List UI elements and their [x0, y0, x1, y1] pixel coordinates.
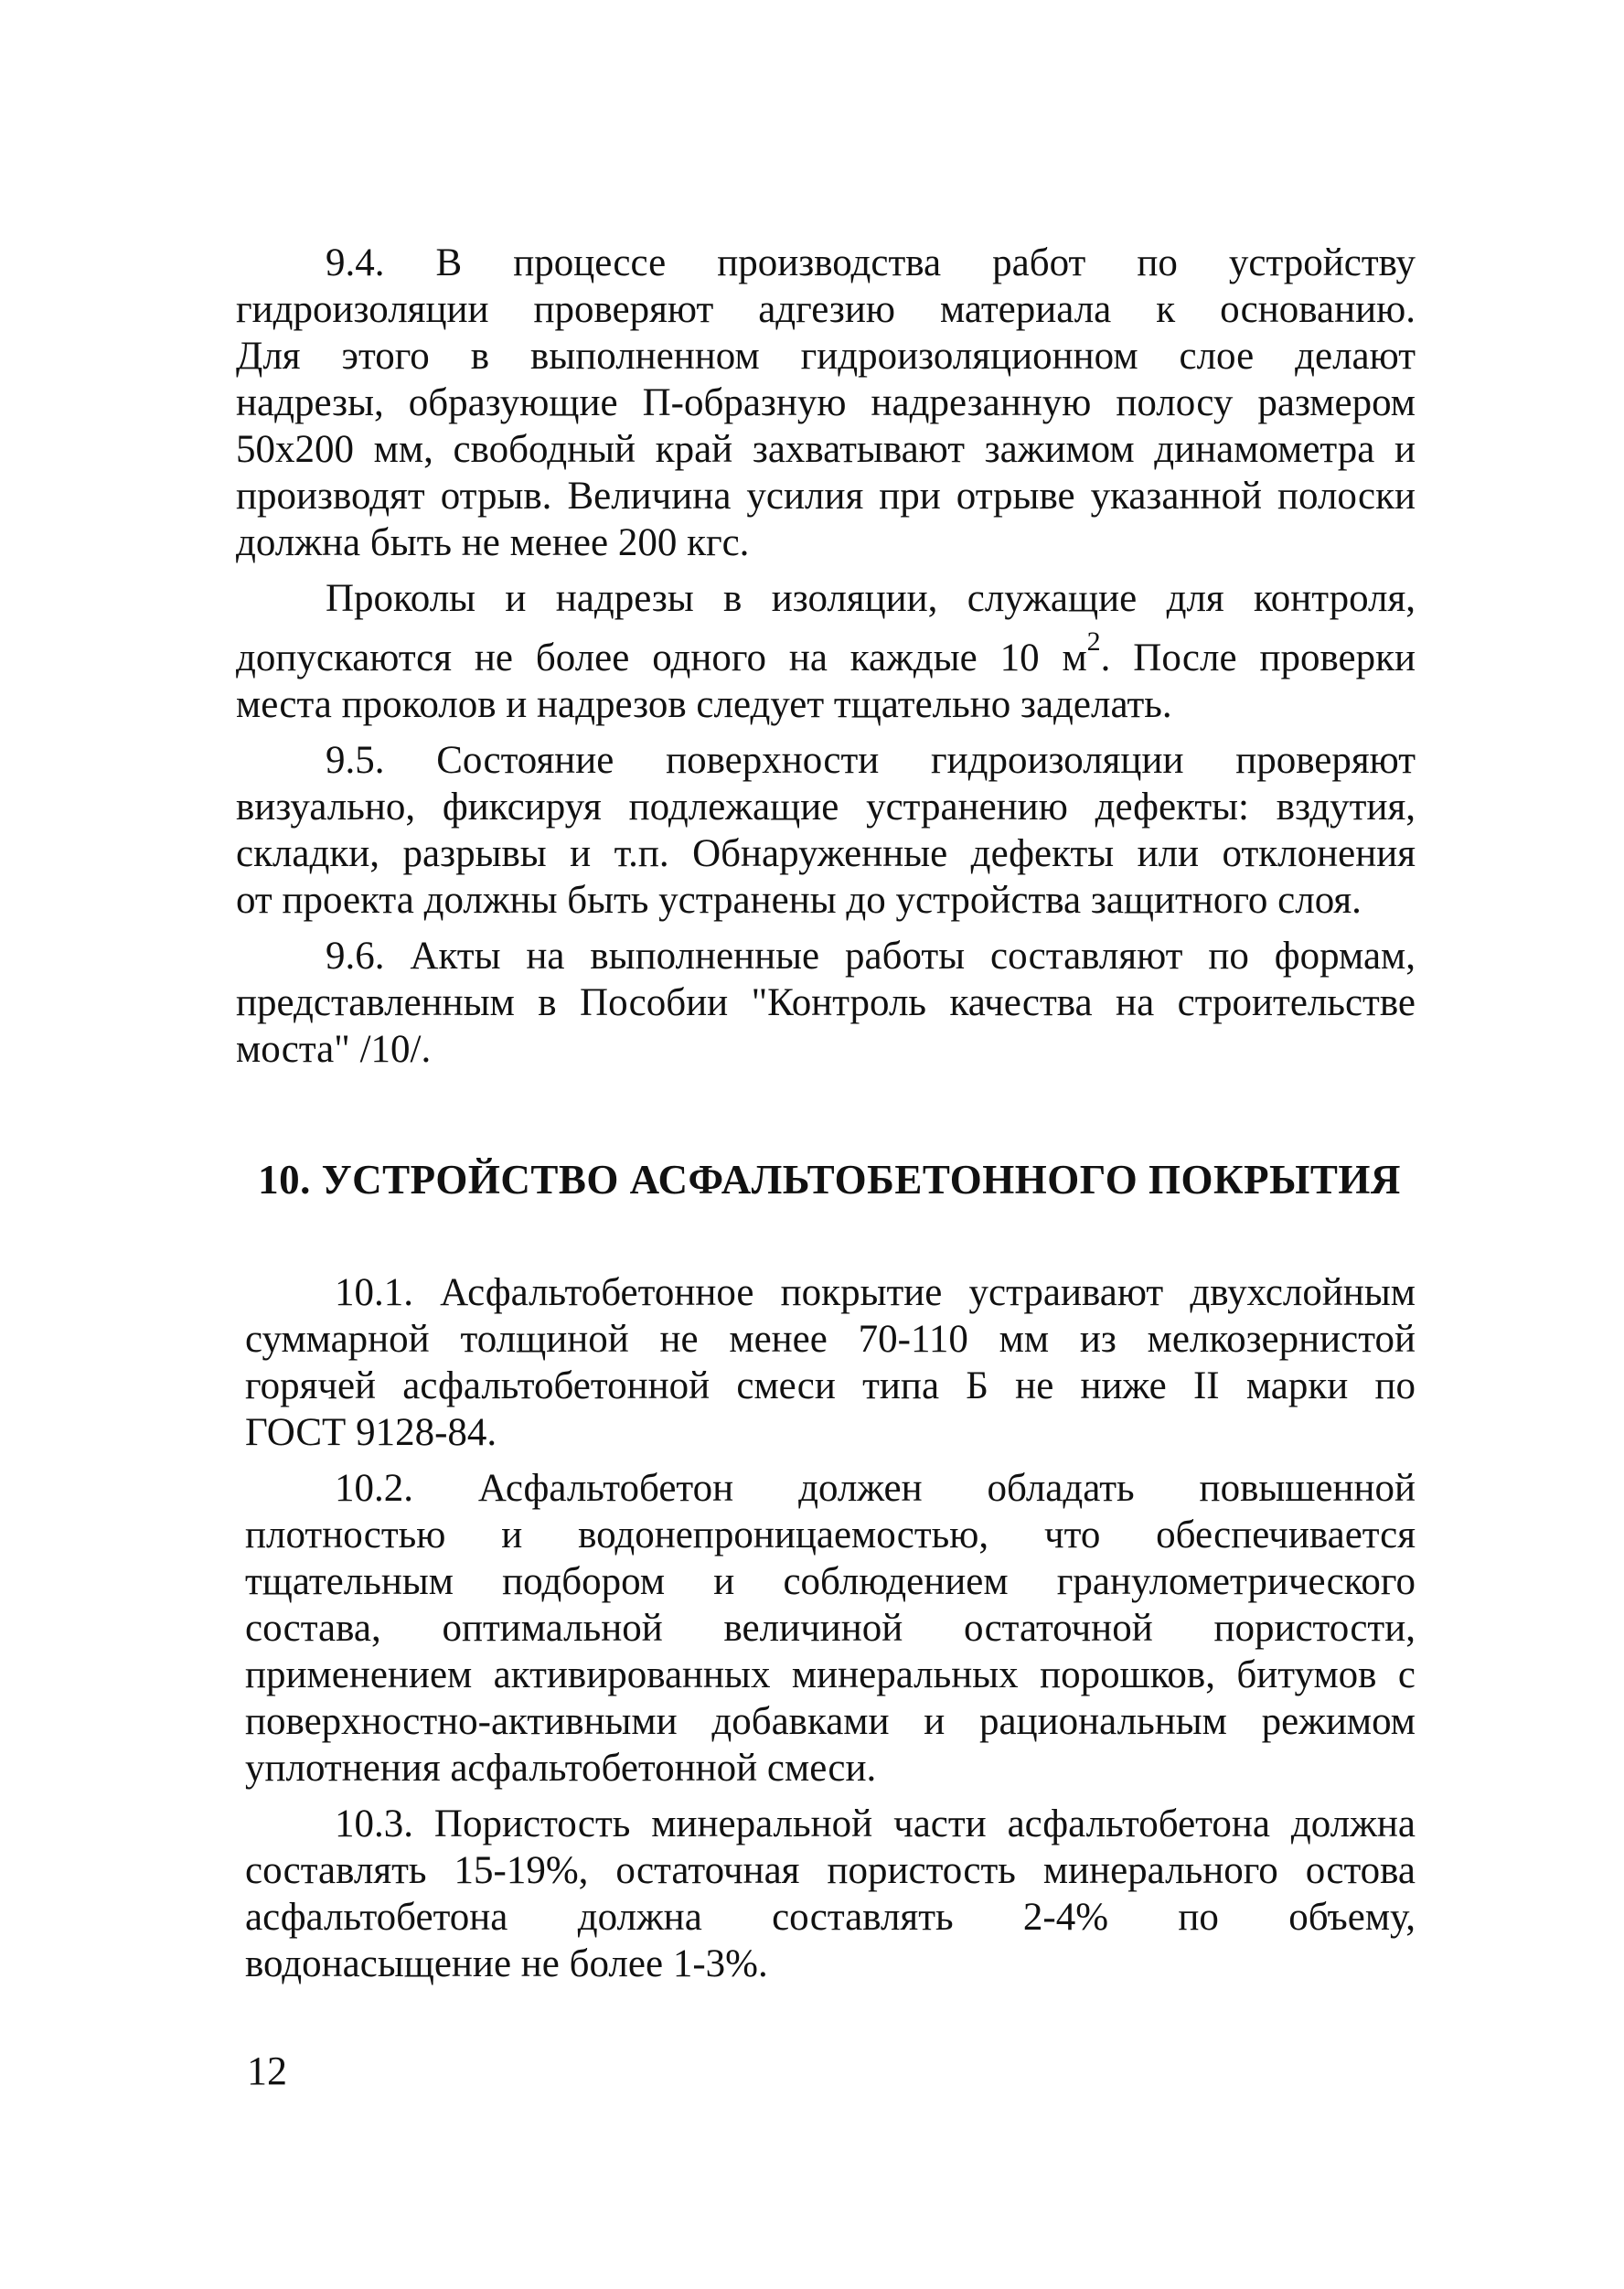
text-line: состава, оптимальной величиной остаточной пористости, [245, 1607, 1416, 1650]
paragraph-9-6 [236, 933, 1416, 1073]
text-line: 10.1. Асфальтобетонное покрытие устраивают двухслойным [335, 1271, 1416, 1314]
page-number: 12 [247, 2048, 287, 2093]
text-line: надрезы, образующие П-образную надрезанную полосу размером [236, 381, 1416, 424]
paragraph-10-2 [245, 1465, 1416, 1792]
text-line: асфальтобетона должна составлять 2-4% по объему, [245, 1896, 1416, 1939]
text-line: поверхностно-активными добавками и рациональным режимом [245, 1700, 1416, 1743]
text-line: складки, разрывы и т.п. Обнаруженные дефекты или отклонения [236, 832, 1416, 875]
text-line: визуально, фиксируя подлежащие устранению дефекты: вздутия, [236, 786, 1416, 829]
text-line: 10.2. Асфальтобетон должен обладать повышенной [335, 1467, 1416, 1510]
text-line-with-superscript [146, 626, 1416, 681]
text-line: водонасыщение не более 1-3%. [245, 1942, 768, 1985]
text-line: должна быть не менее 200 кгс. [236, 521, 750, 564]
text-line: 9.4. В процессе производства работ по устройству [326, 241, 1416, 284]
text-line: от проекта должны быть устранены до устройства защитного слоя. [236, 879, 1362, 922]
text-line: горячей асфальтобетонной смеси типа Б не ниже II марки по [245, 1364, 1416, 1407]
text-line: ГОСТ 9128-84. [245, 1411, 497, 1454]
text-line: тщательным подбором и соблюдением гранулометрического [245, 1560, 1416, 1603]
paragraph-9-5 [236, 737, 1416, 924]
text-line: уплотнения асфальтобетонной смеси. [245, 1747, 877, 1790]
text-line: Для этого в выполненном гидроизоляционном слое делают [236, 335, 1416, 378]
text-line: представленным в Пособии "Контроль качества на строительстве [236, 981, 1416, 1024]
text-line: 9.5. Состояние поверхности гидроизоляции проверяют [326, 739, 1416, 782]
text-line: моста" /10/. [236, 1028, 432, 1071]
text-line: 10.3. Пористость минеральной части асфальтобетона должна [335, 1802, 1416, 1845]
section-10-text [245, 1269, 1416, 1987]
paragraph-10-3 [245, 1801, 1416, 1987]
text-line: Проколы и надрезы в изоляции, служащие для контроля, [326, 577, 1416, 620]
text-line: производят отрыв. Величина усилия при отрыве указанной полоски [236, 475, 1416, 518]
text-line: плотностью и водонепроницаемостью, что обеспечивается [245, 1514, 1416, 1556]
text-line: применением активированных минеральных порошков, битумов с [245, 1653, 1416, 1696]
text-line: места проколов и надрезов следует тщательно заделать. [236, 683, 1172, 726]
text-fragment: допускаются не более одного на каждые 10 м [236, 636, 1087, 679]
paragraph-9-4-punctures [236, 575, 1416, 728]
text-fragment: . После проверки [1100, 636, 1416, 679]
paragraph-10-1 [245, 1269, 1416, 1456]
superscript: 2 [1086, 626, 1101, 657]
paragraph-9-4 [236, 240, 1416, 566]
section-9-text [236, 240, 1416, 1073]
text-line: 9.6. Акты на выполненные работы составляют по формам, [326, 935, 1416, 978]
text-line: составлять 15-19%, остаточная пористость минерального остова [245, 1849, 1416, 1892]
section-10-title: 10. УСТРОЙСТВО АСФАЛЬТОБЕТОННОГО ПОКРЫТИЯ [258, 1157, 1401, 1203]
text-line: суммарной толщиной не менее 70-110 мм из мелкозернистой [245, 1318, 1416, 1361]
text-line: 50x200 мм, свободный край захватывают зажимом динамометра и [236, 428, 1416, 471]
text-line: гидроизоляции проверяют адгезию материала к основанию. [236, 288, 1416, 331]
